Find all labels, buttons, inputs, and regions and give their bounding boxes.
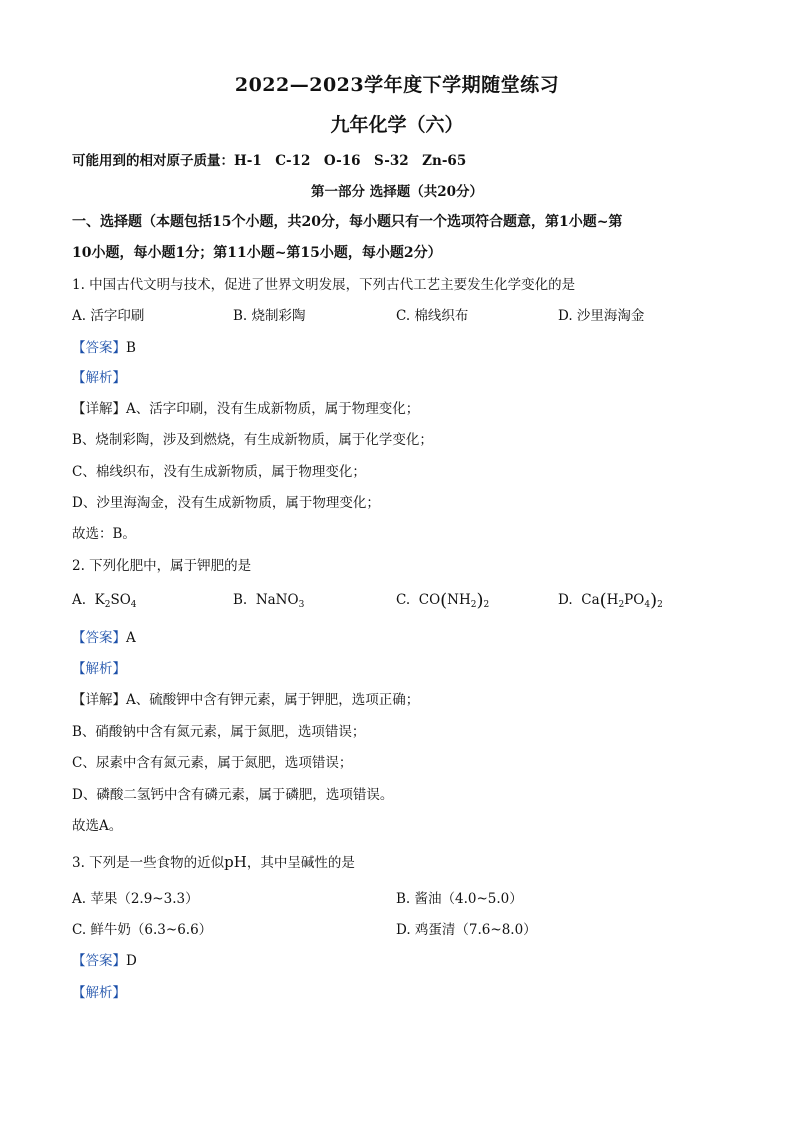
section-line-2: 10小题，每小题1分；第11小题~第15小题，每小题2分） (72, 245, 442, 261)
q3-option-b: B. 酱油（4.0~5.0） (396, 891, 523, 907)
q1-detail-c: C、棉线织布，没有生成新物质，属于物理变化； (72, 464, 366, 480)
q2-option-d (558, 590, 663, 615)
q3-stem-post: ，其中呈碱性的是 (246, 855, 355, 871)
q2-detail-c: C、尿素中含有氮元素，属于氮肥，选项错误； (72, 755, 353, 771)
q3-option-c: C. 鲜牛奶（6.3~6.6） (72, 922, 213, 938)
detail-tag: 【详解】 (72, 692, 126, 708)
q2-answer (72, 628, 136, 648)
q2-detail-d: D、磷酸二氢钙中含有磷元素，属于磷肥，选项错误。 (72, 787, 394, 803)
q2-analysis-tag: 【解析】 (72, 661, 126, 677)
q3-stem-pre: 3. 下列是一些食物的近似 (72, 855, 225, 871)
q3-answer-value: D (126, 953, 137, 969)
q1-analysis-tag: 【解析】 (72, 370, 126, 386)
q1-answer (72, 338, 136, 358)
q2-option-b (233, 590, 304, 615)
q2-option-a-label: A. (72, 592, 87, 608)
q1-detail-a (72, 399, 419, 419)
part-title: 第一部分 选择题（共20分） (311, 184, 483, 200)
q2-option-c-label: C. (396, 592, 411, 608)
q1-option-c: C. 棉线织布 (396, 308, 469, 324)
page-subtitle: 九年化学（六） (330, 114, 464, 136)
q1-option-d: D. 沙里海淘金 (558, 308, 645, 324)
q2-answer-value: A (126, 630, 136, 646)
answer-tag: 【答案】 (72, 630, 126, 646)
q2-option-d-label: D. (558, 592, 573, 608)
q2-option-a (72, 590, 137, 615)
q1-option-a: A. 活字印刷 (72, 308, 145, 324)
q1-detail-a-text: A、活字印刷，没有生成新物质，属于物理变化； (126, 401, 420, 417)
atomic-masses-line: 可能用到的相对原子质量：H-1 C-12 O-16 S-32 Zn-65 (72, 153, 467, 169)
q3-stem-ph: pH (224, 853, 247, 871)
q3-stem (72, 852, 355, 873)
section-line-1: 一、选择题（本题包括15个小题，共20分，每小题只有一个选项符合题意，第1小题~第 (72, 214, 623, 230)
q1-detail-d: D、沙里海淘金，没有生成新物质，属于物理变化； (72, 495, 380, 511)
q3-option-a: A. 苹果（2.9~3.3） (72, 891, 199, 907)
section-instructions (72, 207, 732, 269)
q2-detail-a (72, 690, 419, 710)
q2-detail-b: B、硝酸钠中含有氮元素，属于氮肥，选项错误； (72, 724, 366, 740)
q2-option-b-label: B. (233, 592, 248, 608)
q2-conclusion: 故选A。 (72, 818, 123, 834)
q1-stem: 1. 中国古代文明与技术，促进了世界文明发展，下列古代工艺主要发生化学变化的是 (72, 277, 576, 293)
q1-answer-value: B (126, 340, 136, 356)
q3-analysis-tag: 【解析】 (72, 985, 126, 1001)
page-title: 2022—2023学年度下学期随堂练习 (234, 74, 560, 96)
formula-ca-h2po4-2: $Ca(H_2PO_4)_2$ (581, 590, 663, 611)
formula-nano3: NaNO$_3$ (255, 592, 305, 610)
q2-stem: 2. 下列化肥中，属于钾肥的是 (72, 558, 252, 574)
formula-urea: $CO(NH_2)_2$ (418, 590, 490, 611)
q3-option-d: D. 鸡蛋清（7.6~8.0） (396, 922, 537, 938)
formula-k2so4: $K_2SO_4$ (94, 592, 137, 610)
detail-tag: 【详解】 (72, 401, 126, 417)
q3-answer (72, 951, 137, 971)
answer-tag: 【答案】 (72, 953, 126, 969)
q1-option-b: B. 烧制彩陶 (233, 308, 306, 324)
q1-conclusion: 故选：B。 (72, 526, 136, 542)
q2-option-c (396, 590, 489, 615)
answer-tag: 【答案】 (72, 340, 126, 356)
q2-detail-a-text: A、硫酸钾中含有钾元素，属于钾肥，选项正确； (126, 692, 420, 708)
q1-detail-b: B、烧制彩陶，涉及到燃烧，有生成新物质，属于化学变化； (72, 432, 433, 448)
